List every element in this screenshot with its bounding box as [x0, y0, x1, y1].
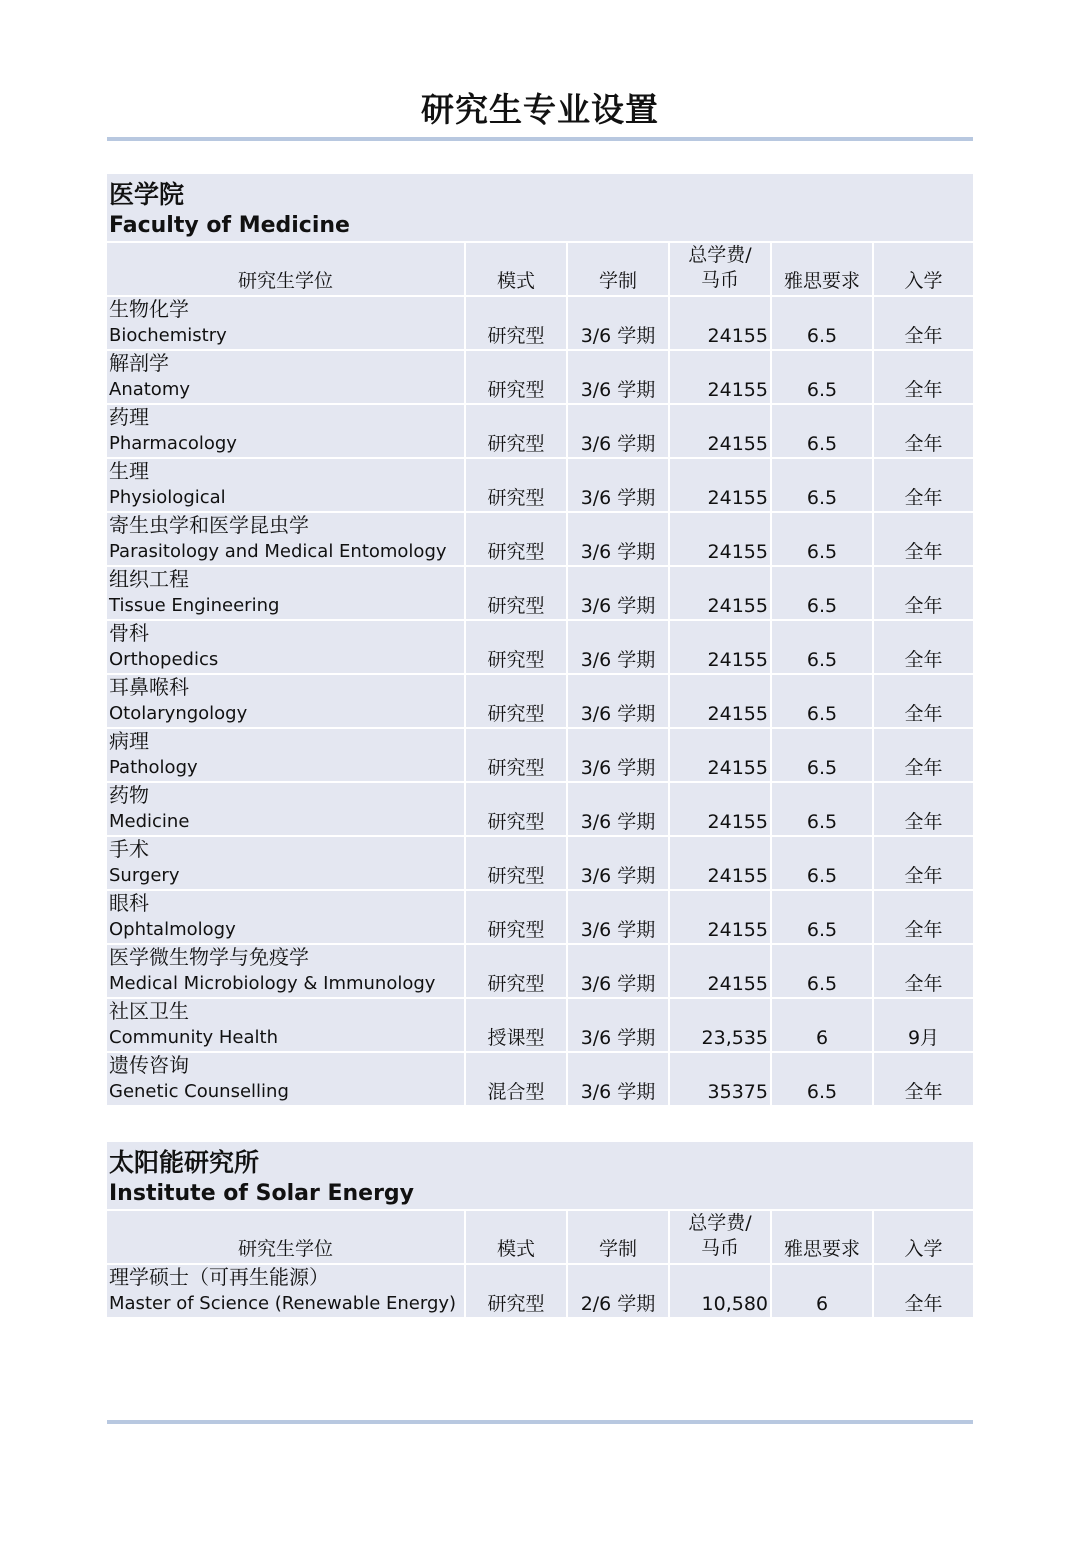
top-divider	[107, 137, 973, 141]
program-ielts: 6.5	[806, 865, 838, 887]
program-name-en: Physiological	[109, 487, 226, 508]
program-duration: 3/6 学期	[580, 595, 656, 617]
program-fee: 10,580	[701, 1293, 768, 1315]
table-row	[107, 459, 973, 511]
program-mode: 研究型	[487, 865, 545, 887]
program-fee-cell	[670, 567, 770, 619]
program-fee: 24155	[707, 865, 768, 887]
program-ielts-cell	[772, 837, 872, 889]
section-title-en: Institute of Solar Energy	[109, 1181, 415, 1206]
program-name-zh: 眼科	[109, 891, 149, 915]
program-intake-cell	[874, 621, 973, 673]
program-mode-cell	[466, 729, 566, 781]
program-fee-cell	[670, 783, 770, 835]
program-fee: 24155	[707, 811, 768, 833]
table-row	[107, 297, 973, 349]
program-name-en: Parasitology and Medical Entomology	[109, 541, 447, 562]
table-row	[107, 675, 973, 727]
program-name-cell	[107, 297, 464, 349]
program-intake: 全年	[904, 865, 943, 887]
table-row	[107, 405, 973, 457]
header-fee-line1: 总学费/	[688, 1212, 752, 1234]
header-ielts: 雅思要求	[772, 243, 872, 295]
program-mode-cell	[466, 459, 566, 511]
program-duration: 3/6 学期	[580, 325, 656, 347]
program-ielts-cell	[772, 891, 872, 943]
program-ielts-cell	[772, 999, 872, 1051]
program-fee-cell	[670, 675, 770, 727]
program-fee-cell	[670, 891, 770, 943]
program-mode: 研究型	[487, 973, 545, 995]
program-duration-cell	[568, 459, 668, 511]
program-ielts-cell	[772, 1265, 872, 1317]
program-intake: 全年	[904, 541, 943, 563]
program-mode: 研究型	[487, 757, 545, 779]
program-fee-cell	[670, 729, 770, 781]
program-intake-cell	[874, 351, 973, 403]
section-institute-of-solar-energy	[107, 1142, 973, 1317]
program-duration: 2/6 学期	[580, 1293, 656, 1315]
program-ielts: 6	[815, 1027, 829, 1049]
program-intake-cell	[874, 729, 973, 781]
header-mode: 模式	[466, 243, 566, 295]
table-row	[107, 567, 973, 619]
program-intake-cell	[874, 837, 973, 889]
program-fee: 24155	[707, 595, 768, 617]
program-mode: 授课型	[487, 1027, 545, 1049]
program-duration-cell	[568, 945, 668, 997]
program-intake: 全年	[904, 433, 943, 455]
program-name-cell	[107, 405, 464, 457]
program-name-en: Community Health	[109, 1027, 279, 1048]
program-ielts-cell	[772, 729, 872, 781]
program-ielts-cell	[772, 405, 872, 457]
program-ielts: 6.5	[806, 919, 838, 941]
program-ielts: 6.5	[806, 757, 838, 779]
program-mode-cell	[466, 405, 566, 457]
program-fee: 24155	[707, 379, 768, 401]
header-fee-line1: 总学费/	[688, 244, 752, 266]
program-table	[107, 1209, 973, 1317]
program-intake-cell	[874, 513, 973, 565]
program-name-cell	[107, 351, 464, 403]
table-row	[107, 837, 973, 889]
program-name-cell	[107, 783, 464, 835]
table-row	[107, 621, 973, 673]
program-name-en: Medical Microbiology & Immunology	[109, 973, 436, 994]
program-name-zh: 生理	[109, 459, 149, 483]
program-fee-cell	[670, 837, 770, 889]
program-mode-cell	[466, 1265, 566, 1317]
program-duration: 3/6 学期	[580, 1027, 656, 1049]
program-duration-cell	[568, 621, 668, 673]
program-name-en: Orthopedics	[109, 649, 219, 670]
program-intake: 全年	[904, 595, 943, 617]
program-intake: 全年	[904, 703, 943, 725]
program-ielts: 6.5	[806, 973, 838, 995]
bottom-divider	[107, 1420, 973, 1424]
header-fee-line2: 马币	[700, 269, 739, 291]
program-mode: 研究型	[487, 379, 545, 401]
program-fee: 24155	[707, 973, 768, 995]
section-header	[107, 1142, 973, 1209]
program-mode-cell	[466, 297, 566, 349]
section-title-en: Faculty of Medicine	[109, 213, 350, 238]
header-intake: 入学	[874, 243, 973, 295]
table-header-row	[107, 1211, 973, 1263]
program-mode: 研究型	[487, 703, 545, 725]
table-row	[107, 999, 973, 1051]
program-intake: 9月	[907, 1027, 940, 1049]
program-mode: 研究型	[487, 487, 545, 509]
program-duration-cell	[568, 891, 668, 943]
program-ielts-cell	[772, 351, 872, 403]
program-duration: 3/6 学期	[580, 703, 656, 725]
program-ielts: 6.5	[806, 595, 838, 617]
program-mode-cell	[466, 999, 566, 1051]
program-duration: 3/6 学期	[580, 865, 656, 887]
program-name-zh: 耳鼻喉科	[109, 675, 189, 699]
program-ielts: 6.5	[806, 325, 838, 347]
program-name-zh: 生物化学	[109, 297, 189, 321]
program-mode: 研究型	[487, 433, 545, 455]
program-name-cell	[107, 675, 464, 727]
program-intake: 全年	[904, 919, 943, 941]
program-mode-cell	[466, 837, 566, 889]
program-mode: 研究型	[487, 541, 545, 563]
program-name-zh: 病理	[109, 729, 149, 753]
program-duration: 3/6 学期	[580, 649, 656, 671]
program-name-cell	[107, 729, 464, 781]
program-duration: 3/6 学期	[580, 379, 656, 401]
program-fee-cell	[670, 405, 770, 457]
header-fee	[670, 243, 770, 295]
program-ielts-cell	[772, 675, 872, 727]
program-fee-cell	[670, 513, 770, 565]
program-mode-cell	[466, 621, 566, 673]
program-name-zh: 社区卫生	[109, 999, 189, 1023]
section-header	[107, 174, 973, 241]
program-intake: 全年	[904, 811, 943, 833]
program-duration-cell	[568, 783, 668, 835]
program-mode-cell	[466, 891, 566, 943]
program-ielts: 6.5	[806, 433, 838, 455]
program-duration-cell	[568, 837, 668, 889]
program-mode: 研究型	[487, 595, 545, 617]
header-duration: 学制	[568, 1211, 668, 1263]
program-duration-cell	[568, 999, 668, 1051]
program-fee: 23,535	[701, 1027, 768, 1049]
program-mode-cell	[466, 351, 566, 403]
program-mode-cell	[466, 945, 566, 997]
program-name-cell	[107, 459, 464, 511]
table-header-row	[107, 243, 973, 295]
program-ielts-cell	[772, 783, 872, 835]
program-intake: 全年	[904, 1081, 943, 1103]
table-row	[107, 945, 973, 997]
program-ielts-cell	[772, 1053, 872, 1105]
program-name-en: Master of Science (Renewable Energy)	[109, 1293, 457, 1314]
table-row	[107, 1265, 973, 1317]
program-name-cell	[107, 891, 464, 943]
program-duration-cell	[568, 513, 668, 565]
program-fee: 24155	[707, 325, 768, 347]
program-fee: 24155	[707, 919, 768, 941]
program-intake: 全年	[904, 379, 943, 401]
program-name-en: Medicine	[109, 811, 190, 832]
program-duration: 3/6 学期	[580, 973, 656, 995]
program-table	[107, 241, 973, 1105]
program-intake-cell	[874, 675, 973, 727]
program-intake: 全年	[904, 487, 943, 509]
program-intake-cell	[874, 945, 973, 997]
program-name-en: Pharmacology	[109, 433, 237, 454]
program-mode-cell	[466, 675, 566, 727]
program-ielts: 6.5	[806, 811, 838, 833]
header-fee-line2: 马币	[700, 1237, 739, 1259]
program-name-cell	[107, 567, 464, 619]
table-row	[107, 891, 973, 943]
program-name-zh: 寄生虫学和医学昆虫学	[109, 513, 309, 537]
program-name-zh: 组织工程	[109, 567, 189, 591]
section-faculty-of-medicine	[107, 174, 973, 1105]
header-fee	[670, 1211, 770, 1263]
program-name-cell	[107, 1053, 464, 1105]
program-ielts: 6.5	[806, 487, 838, 509]
program-ielts-cell	[772, 621, 872, 673]
program-intake: 全年	[904, 1293, 943, 1315]
program-fee-cell	[670, 999, 770, 1051]
program-name-zh: 药理	[109, 405, 149, 429]
program-duration: 3/6 学期	[580, 1081, 656, 1103]
program-fee-cell	[670, 459, 770, 511]
program-intake: 全年	[904, 973, 943, 995]
program-ielts-cell	[772, 945, 872, 997]
program-intake: 全年	[904, 649, 943, 671]
program-mode-cell	[466, 567, 566, 619]
program-fee-cell	[670, 351, 770, 403]
table-row	[107, 351, 973, 403]
program-ielts: 6.5	[806, 703, 838, 725]
table-row	[107, 783, 973, 835]
program-duration-cell	[568, 1053, 668, 1105]
program-duration: 3/6 学期	[580, 757, 656, 779]
program-duration-cell	[568, 567, 668, 619]
program-fee-cell	[670, 621, 770, 673]
table-row	[107, 513, 973, 565]
program-name-en: Pathology	[109, 757, 198, 778]
program-name-zh: 理学硕士（可再生能源）	[109, 1265, 329, 1289]
program-intake-cell	[874, 567, 973, 619]
program-fee: 24155	[707, 433, 768, 455]
program-intake-cell	[874, 783, 973, 835]
program-duration-cell	[568, 405, 668, 457]
program-name-zh: 骨科	[109, 621, 149, 645]
program-intake-cell	[874, 891, 973, 943]
program-ielts-cell	[772, 297, 872, 349]
header-degree: 研究生学位	[107, 243, 464, 295]
program-fee: 24155	[707, 703, 768, 725]
program-name-en: Anatomy	[109, 379, 191, 400]
program-fee: 24155	[707, 649, 768, 671]
program-duration: 3/6 学期	[580, 919, 656, 941]
header-duration: 学制	[568, 243, 668, 295]
program-name-cell	[107, 945, 464, 997]
program-ielts: 6.5	[806, 541, 838, 563]
program-name-en: Genetic Counselling	[109, 1081, 289, 1102]
program-name-cell	[107, 621, 464, 673]
program-mode: 研究型	[487, 325, 545, 347]
page-title: 研究生专业设置	[421, 90, 659, 129]
program-duration-cell	[568, 675, 668, 727]
program-name-en: Otolaryngology	[109, 703, 248, 724]
program-name-cell	[107, 999, 464, 1051]
program-ielts-cell	[772, 513, 872, 565]
program-name-zh: 解剖学	[109, 351, 169, 375]
program-duration: 3/6 学期	[580, 541, 656, 563]
program-mode: 研究型	[487, 919, 545, 941]
program-fee: 24155	[707, 757, 768, 779]
program-name-cell	[107, 1265, 464, 1317]
program-fee: 24155	[707, 541, 768, 563]
program-name-zh: 手术	[109, 837, 149, 861]
section-title-zh: 太阳能研究所	[109, 1148, 260, 1177]
program-intake-cell	[874, 459, 973, 511]
program-fee-cell	[670, 297, 770, 349]
program-intake-cell	[874, 297, 973, 349]
program-fee-cell	[670, 1053, 770, 1105]
header-intake: 入学	[874, 1211, 973, 1263]
program-fee: 35375	[707, 1081, 768, 1103]
table-row	[107, 729, 973, 781]
program-ielts: 6.5	[806, 649, 838, 671]
program-duration: 3/6 学期	[580, 487, 656, 509]
program-name-en: Biochemistry	[109, 325, 227, 346]
program-mode: 混合型	[487, 1081, 545, 1103]
table-row	[107, 1053, 973, 1105]
program-intake-cell	[874, 1053, 973, 1105]
program-name-en: Surgery	[109, 865, 180, 886]
program-ielts-cell	[772, 567, 872, 619]
program-fee-cell	[670, 945, 770, 997]
program-name-en: Tissue Engineering	[109, 595, 280, 616]
program-duration-cell	[568, 351, 668, 403]
header-mode: 模式	[466, 1211, 566, 1263]
program-duration: 3/6 学期	[580, 811, 656, 833]
program-ielts-cell	[772, 459, 872, 511]
program-mode-cell	[466, 1053, 566, 1105]
program-mode-cell	[466, 513, 566, 565]
program-intake-cell	[874, 1265, 973, 1317]
program-mode-cell	[466, 783, 566, 835]
program-intake-cell	[874, 405, 973, 457]
program-ielts: 6.5	[806, 379, 838, 401]
program-ielts: 6	[815, 1293, 829, 1315]
program-intake-cell	[874, 999, 973, 1051]
program-name-zh: 遗传咨询	[109, 1053, 189, 1077]
program-name-zh: 药物	[109, 783, 149, 807]
section-title-zh: 医学院	[109, 180, 185, 209]
program-intake: 全年	[904, 757, 943, 779]
program-duration-cell	[568, 729, 668, 781]
program-ielts: 6.5	[806, 1081, 838, 1103]
program-fee-cell	[670, 1265, 770, 1317]
program-duration-cell	[568, 1265, 668, 1317]
program-name-en: Ophtalmology	[109, 919, 236, 940]
program-fee: 24155	[707, 487, 768, 509]
program-mode: 研究型	[487, 811, 545, 833]
header-degree: 研究生学位	[107, 1211, 464, 1263]
program-duration-cell	[568, 297, 668, 349]
header-ielts: 雅思要求	[772, 1211, 872, 1263]
program-name-zh: 医学微生物学与免疫学	[109, 945, 309, 969]
program-intake: 全年	[904, 325, 943, 347]
program-mode: 研究型	[487, 649, 545, 671]
program-name-cell	[107, 513, 464, 565]
program-duration: 3/6 学期	[580, 433, 656, 455]
program-name-cell	[107, 837, 464, 889]
program-mode: 研究型	[487, 1293, 545, 1315]
